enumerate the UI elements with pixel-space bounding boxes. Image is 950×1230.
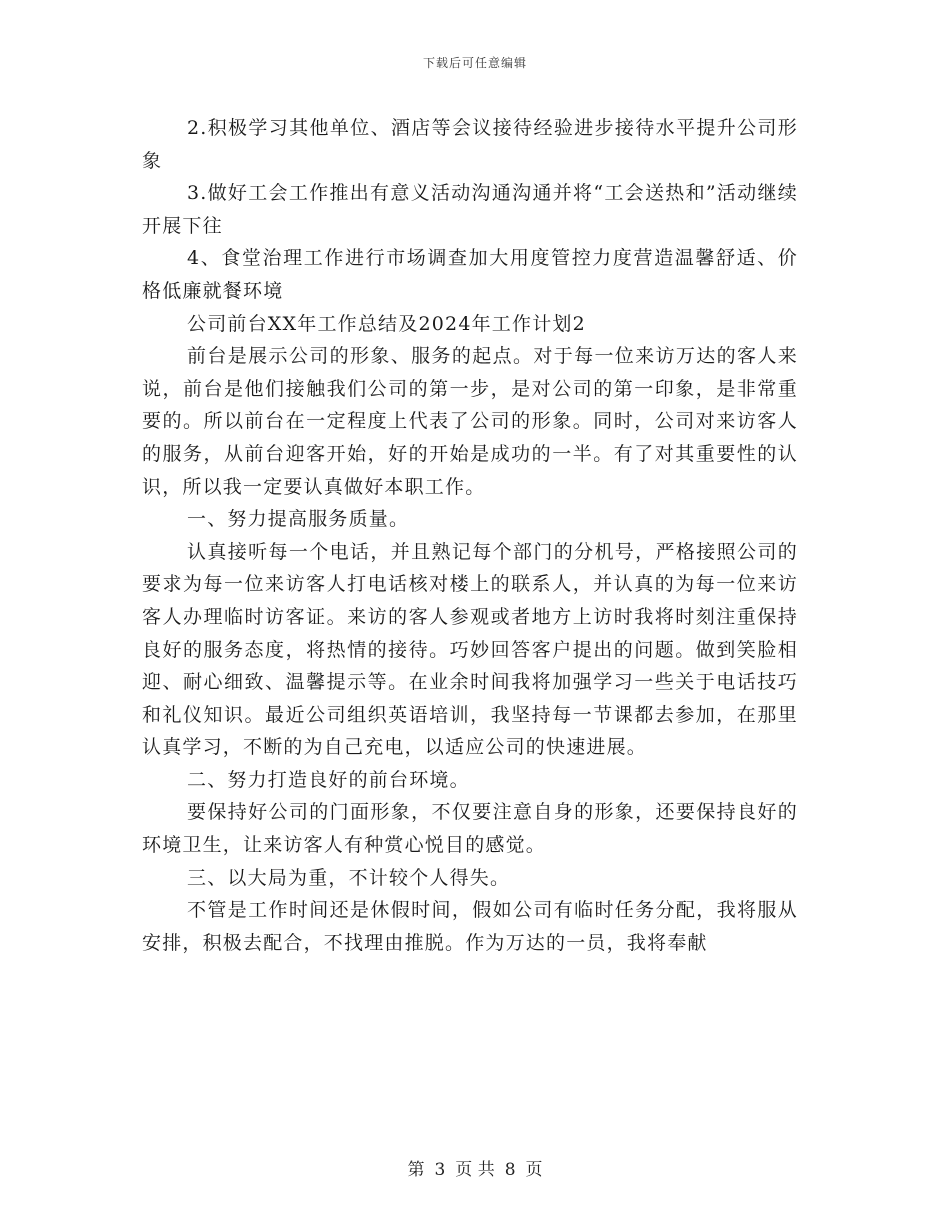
paragraph-2: 3.做好工会工作推出有意义活动沟通沟通并将“工会送热和”活动继续开展下往 <box>142 182 798 237</box>
heading-three: 三、以大局为重，不计较个人得失。 <box>187 866 511 889</box>
paragraph-teamwork: 不管是工作时间还是休假时间，假如公司有临时任务分配，我将服从安排，积极去配合，不找理由推脱。作为万达的一员，我将奉献 <box>142 899 798 954</box>
paragraph-service: 认真接听每一个电话，并且熟记每个部门的分机号，严格接照公司的要求为每一位来访客人打电话核对楼上的联系人，并认真的为每一位来访客人办理临时访客证。来访的客人参观或者地方上访时我将时刻注重保持良好的服务态度，将热情的接待。巧妙回答客户提出的问题。做到笑脸相迎、耐心细致、温馨提示等。在业余时间我将加强学习一些关于电话技巧和礼仪知识。最近公司组织英语培训，我坚持每一节课都去参加，在那里认真学习，不断的为自己充电，以适应公司的快速进展。 <box>142 540 798 759</box>
paragraph-3: 4、食堂治理工作进行市场调查加大用度管控力度营造温馨舒适、价格低廉就餐环境 <box>142 247 798 302</box>
current-page: 3 <box>434 1160 446 1180</box>
document-body <box>142 112 798 959</box>
page-number-footer <box>0 1155 950 1180</box>
heading-two: 二、努力打造良好的前台环境。 <box>187 768 470 791</box>
section-title: 公司前台XX年工作总结及2024年工作计划2 <box>187 312 586 335</box>
paragraph-environment: 要保持好公司的门面形象，不仅要注意自身的形象，还要保持良好的环境卫生，让来访客人有种赏心悦目的感觉。 <box>142 801 798 857</box>
heading-one: 一、努力提高服务质量。 <box>187 508 410 531</box>
page-prefix: 第 <box>407 1160 425 1180</box>
page-suffix: 页 <box>525 1160 543 1180</box>
total-pages: 8 <box>504 1160 516 1180</box>
header-note: 下载后可任意编辑 <box>422 56 527 70</box>
page-middle: 页 共 <box>455 1160 495 1180</box>
paragraph-1: 2.积极学习其他单位、酒店等会议接待经验进步接待水平提升公司形象 <box>142 117 798 172</box>
paragraph-intro: 前台是展示公司的形象、服务的起点。对于每一位来访万达的客人来说，前台是他们接触我们公司的第一步，是对公司的第一印象，是非常重要的。所以前台在一定程度上代表了公司的形象。同时，公司对来访客人的服务，从前台迎客开始，好的开始是成功的一半。有了对其重要性的认识，所以我一定要认真做好本职工作。 <box>142 345 798 498</box>
